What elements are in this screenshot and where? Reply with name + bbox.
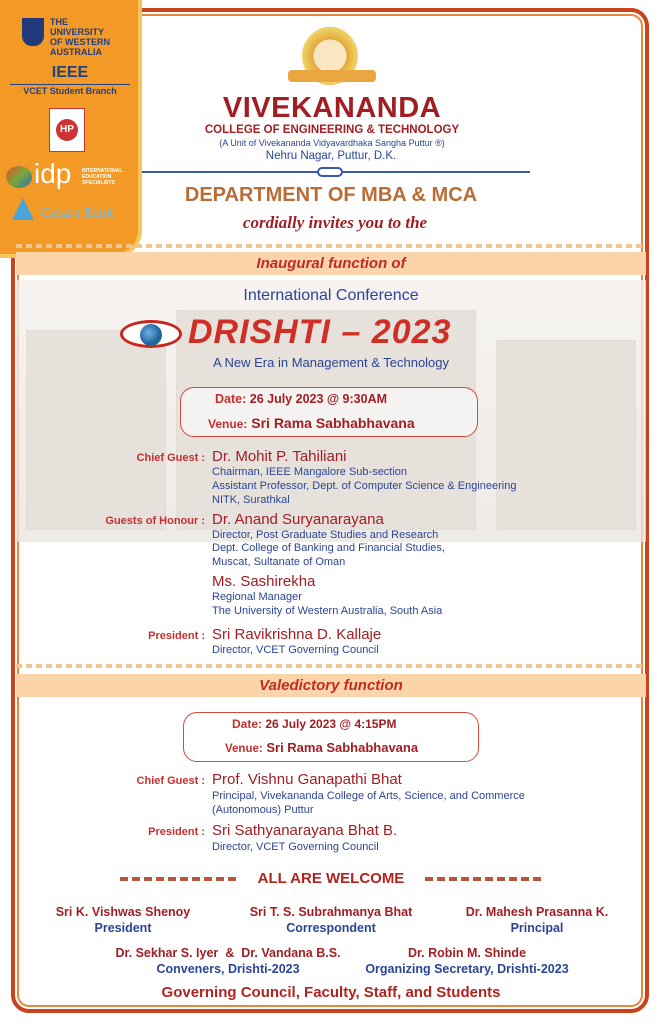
- conference-title: DRISHTI – 2023: [188, 313, 452, 351]
- signatory-name: Sri T. S. Subrahmanya Bhat: [249, 905, 413, 919]
- guest-of-honour-line: Regional Manager: [212, 591, 302, 603]
- uwa-logo: [22, 18, 44, 46]
- chief-guest-label: Chief Guest :: [136, 775, 205, 787]
- date-value: 26 July 2023 @ 4:15PM: [265, 717, 397, 731]
- guest-of-honour-line: Muscat, Sultanate of Oman: [212, 556, 346, 568]
- signatory-name: Dr. Robin M. Shinde: [407, 946, 527, 960]
- college-subtitle: COLLEGE OF ENGINEERING & TECHNOLOGY: [204, 124, 460, 136]
- valedictory-band: Valedictory function: [16, 674, 646, 697]
- signatory-role: Correspondent: [286, 921, 376, 935]
- signatory-role: Organizing Secretary, Drishti-2023: [365, 962, 569, 976]
- signatory-role: Principal: [510, 921, 564, 935]
- college-name: VIVEKANANDA: [222, 92, 442, 124]
- decorative-pattern: [16, 244, 646, 248]
- welcome-text: ALL ARE WELCOME: [257, 870, 405, 887]
- venue-value: Sri Rama Sabhabhavana: [251, 415, 415, 431]
- college-address: Nehru Nagar, Puttur, D.K.: [265, 150, 397, 162]
- conference-label: International Conference: [243, 287, 419, 304]
- chief-guest-name: Dr. Mohit P. Tahiliani: [212, 448, 347, 465]
- president-name: Sri Sathyanarayana Bhat B.: [212, 822, 398, 839]
- inaugural-date: [215, 392, 387, 406]
- divider-ornament: [317, 167, 343, 177]
- president-label: President :: [148, 630, 205, 642]
- president-name: Sri Ravikrishna D. Kallaje: [212, 626, 382, 643]
- decorative-pattern: [16, 664, 646, 668]
- chief-guest-line: Principal, Vivekananda College of Arts, Science, and Commerce: [212, 790, 525, 802]
- chief-guest-name: Prof. Vishnu Ganapathi Bhat: [212, 771, 402, 788]
- signatory-name: Sri K. Vishwas Shenoy: [55, 905, 191, 919]
- guest-of-honour-name: Dr. Anand Suryanarayana: [212, 511, 384, 528]
- president-line: Director, VCET Governing Council: [212, 644, 379, 656]
- venue-value: Sri Rama Sabhabhavana: [266, 740, 419, 755]
- guest-of-honour-line: Dept. College of Banking and Financial Studies,: [212, 542, 445, 554]
- venue-label: Venue:: [208, 417, 248, 431]
- department-title: DEPARTMENT OF MBA & MCA: [184, 184, 478, 206]
- chief-guest-line: Assistant Professor, Dept. of Computer Science & Engineering: [212, 480, 517, 492]
- chief-guest-line: NITK, Surathkal: [212, 494, 290, 506]
- guest-of-honour-line: Director, Post Graduate Studies and Research: [212, 529, 439, 541]
- idp-sub-text: INTERNATIONAL EDUCATION SPECIALISTS: [82, 168, 123, 186]
- valedictory-venue: [225, 740, 418, 755]
- guests-of-honour-label: Guests of Honour :: [105, 515, 205, 527]
- date-label: Date:: [232, 717, 263, 731]
- hp-logo-text: HP: [56, 119, 78, 141]
- uwa-logo-text: THE UNIVERSITY OF WESTERN AUSTRALIA: [50, 17, 110, 57]
- guest-of-honour-name: Ms. Sashirekha: [212, 573, 316, 590]
- chief-guest-line: (Autonomous) Puttur: [212, 804, 314, 816]
- canara-bank-text: Canara Bank: [40, 206, 114, 221]
- chief-guest-line: Chairman, IEEE Mangalore Sub-section: [212, 466, 408, 478]
- inaugural-venue: [208, 415, 415, 431]
- date-value: 26 July 2023 @ 9:30AM: [249, 392, 388, 406]
- guest-of-honour-line: The University of Western Australia, South Asia: [212, 605, 443, 617]
- conference-tagline: A New Era in Management & Technology: [212, 355, 450, 370]
- ieee-logo: IEEE: [51, 64, 89, 81]
- emblem-ribbon: [288, 70, 376, 82]
- valedictory-date: [232, 717, 396, 731]
- signatory-name: Dr. Sekhar S. Iyer & Dr. Vandana B.S.: [115, 946, 341, 960]
- footer-text: Governing Council, Faculty, Staff, and Students: [161, 984, 501, 1001]
- venue-label: Venue:: [225, 743, 263, 755]
- ornament-right: [425, 877, 545, 881]
- date-label: Date:: [215, 392, 247, 406]
- president-line: Director, VCET Governing Council: [212, 841, 379, 853]
- inaugural-band: Inaugural function of: [16, 252, 646, 275]
- signatory-role: President: [94, 921, 152, 935]
- idp-logo-text: idp: [34, 158, 72, 189]
- signatory-role: Conveners, Drishti-2023: [156, 962, 300, 976]
- eye-globe-icon: [120, 320, 182, 348]
- invite-text: cordially invites you to the: [242, 213, 428, 232]
- president-label: President :: [148, 826, 205, 838]
- chief-guest-label: Chief Guest :: [136, 452, 205, 464]
- ieee-branch-text: VCET Student Branch: [10, 84, 130, 96]
- signatory-name: Dr. Mahesh Prasanna K.: [465, 905, 609, 919]
- college-unit: (A Unit of Vivekananda Vidyavardhaka Sangha Puttur ®): [219, 138, 445, 148]
